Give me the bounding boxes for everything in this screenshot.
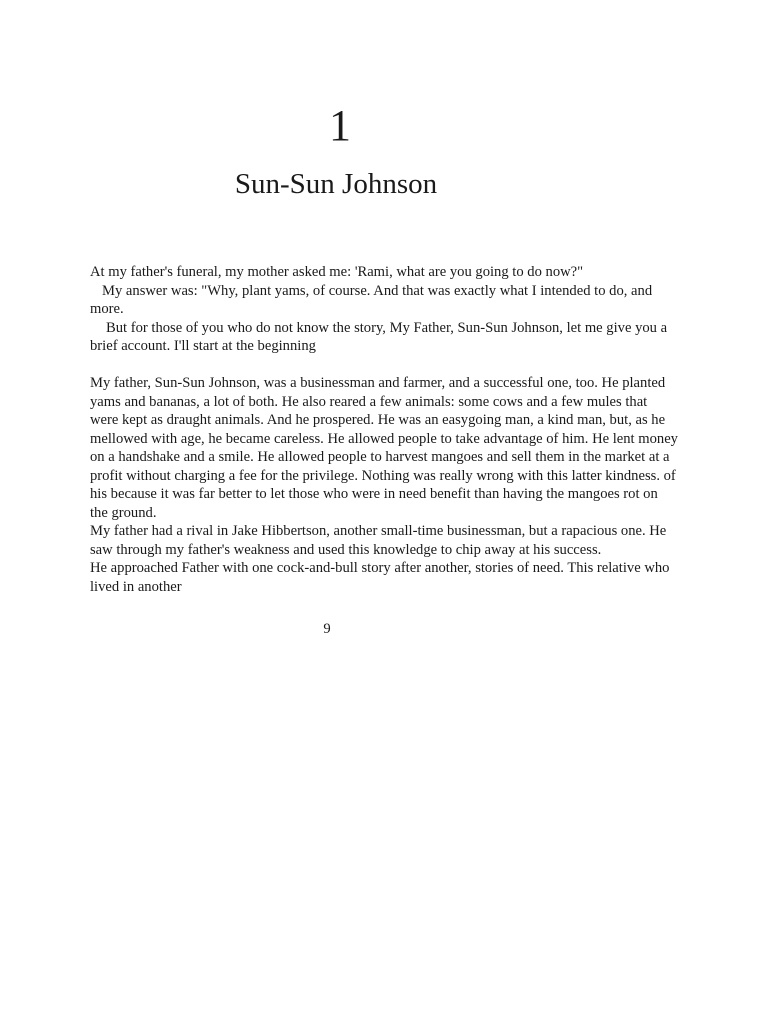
chapter-number: 1	[329, 101, 351, 150]
paragraph-spacer	[90, 356, 678, 375]
chapter-title: Sun-Sun Johnson	[234, 168, 438, 200]
paragraph-3: But for those of you who do not know the story, My Father, Sun-Sun Johnson, let me give you a brief account. I'll start at the beginning	[90, 319, 668, 354]
paragraph-1: At my father's funeral, my mother asked me: 'Rami, what are you going to do now?"	[90, 264, 584, 280]
chapter-body	[90, 263, 678, 596]
paragraph-6: He approached Father with one cock-and-bull story after another, stories of need. This relative who lived in another	[90, 560, 670, 595]
page-number: 9	[323, 621, 331, 637]
paragraph-2: My answer was: "Why, plant yams, of course. And that was exactly what I intended to do, and more.	[90, 282, 653, 317]
paragraph-4: My father, Sun-Sun Johnson, was a businessman and farmer, and a successful one, too. He planted yams and bananas, a lot of both. He also reared a few animals: some cows and a few mules that were kept as draught animals. And he prospered. He was an easygoing man, a kind man, but, as he mellowed with age, he became careless. He allowed people to take advantage of him. He lent money on a handshake and a smile. He allowed people to harvest mangoes and sell them in the market at a profit without charging a fee for the privilege. Nothing was really wrong with this latter kindness. of his because it was far better to let those who were in need benefit than having the mangoes rot on the ground.	[90, 375, 678, 521]
paragraph-5: My father had a rival in Jake Hibbertson, another small-time businessman, but a rapacious one. He saw through my father's weakness and used this knowledge to chip away at his success.	[90, 523, 667, 558]
